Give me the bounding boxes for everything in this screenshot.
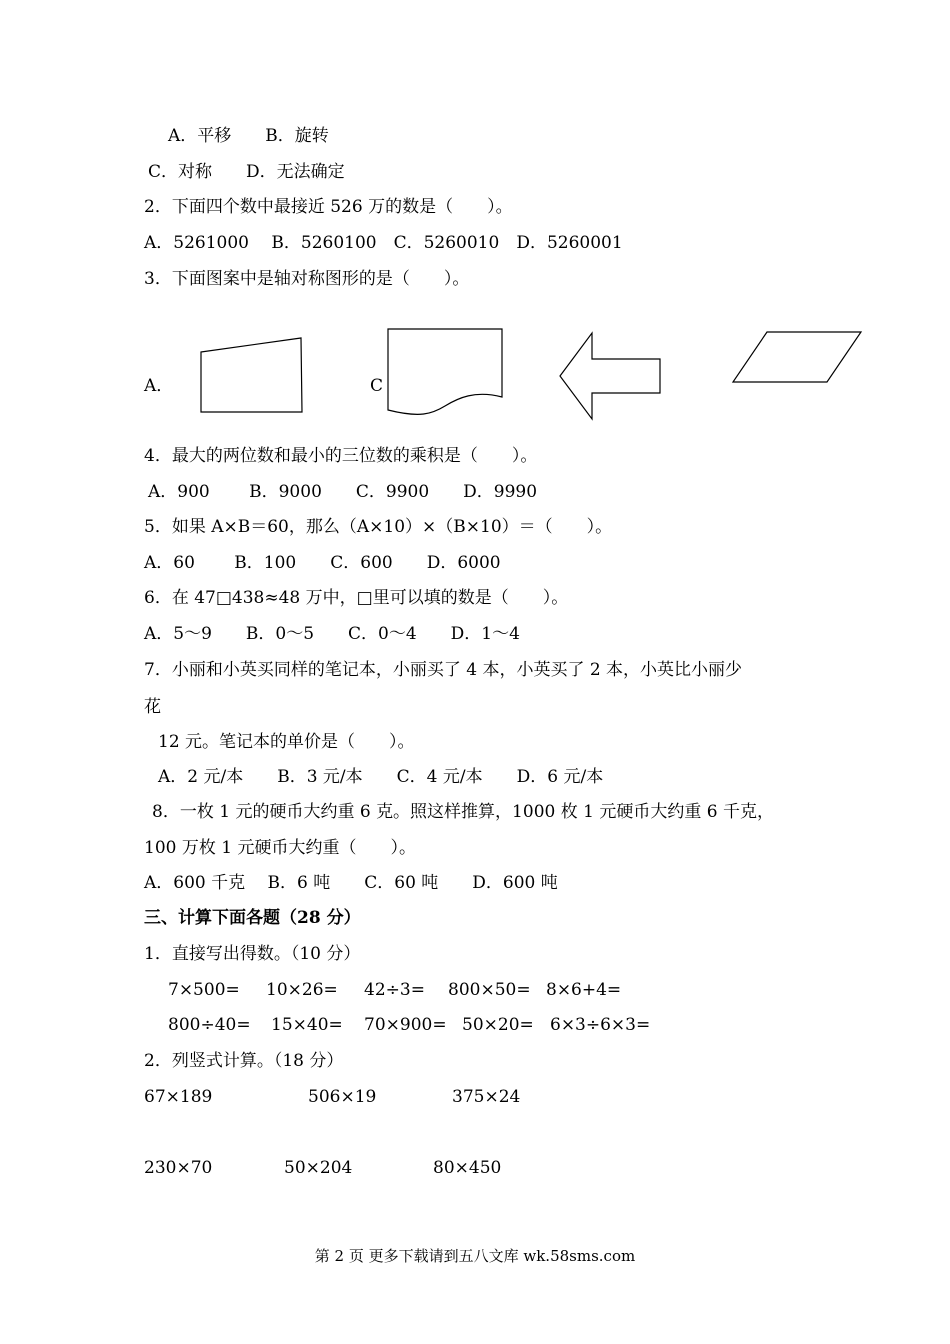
q7-line2: 花	[144, 697, 161, 717]
calc-item: 10×26=	[266, 980, 338, 1000]
vertical-calc-item: 375×24	[452, 1087, 521, 1107]
page-footer: 第 2 页 更多下载请到五八文库 wk.58sms.com	[314, 1247, 636, 1265]
section3-p1-title: 1．直接写出得数。（10 分）	[144, 944, 361, 964]
q7-options: A．2 元/本 B．3 元/本 C．4 元/本 D．6 元/本	[158, 767, 604, 787]
calc-item: 7×500=	[168, 980, 240, 1000]
calc-item: 8×6+4=	[546, 980, 622, 1000]
q6-options: A．5～9 B．0～5 C．0～4 D．1～4	[144, 624, 520, 644]
q1-options-row1: A．平移 B．旋转	[168, 126, 329, 146]
q3-question: 3．下面图案中是轴对称图形的是（ ）。	[144, 269, 470, 289]
vertical-calc-item: 80×450	[433, 1158, 502, 1178]
calc-item: 15×40=	[271, 1015, 343, 1035]
q3-label-c: C	[370, 376, 384, 396]
q8-line2: 100 万枚 1 元硬币大约重（ ）。	[144, 838, 416, 858]
calc-item: 800×50=	[448, 980, 531, 1000]
q2-question: 2．下面四个数中最接近 526 万的数是（ ）。	[144, 197, 513, 217]
q4-question: 4．最大的两位数和最小的三位数的乘积是（ ）。	[144, 446, 538, 466]
vertical-calc-item: 67×189	[144, 1087, 213, 1107]
q5-question: 5．如果 A×B＝60，那么（A×10）×（B×10）＝（ ）。	[144, 517, 613, 537]
q7-line1: 7．小丽和小英买同样的笔记本，小丽买了 4 本，小英买了 2 本，小英比小丽少	[144, 660, 743, 680]
figure-parallelogram	[733, 332, 861, 382]
q3-label-a: A．	[144, 376, 174, 396]
section3-title: 三、计算下面各题（28 分）	[144, 908, 361, 928]
q8-line1: 8．一枚 1 元的硬币大约重 6 克。照这样推算，1000 枚 1 元硬币大约重 6 千克，	[152, 802, 774, 822]
q4-options: A．900 B．9000 C．9900 D．9990	[148, 482, 538, 502]
calc-item: 50×20=	[462, 1015, 534, 1035]
q2-options: A．5261000 B．5260100 C．5260010 D．5260001	[144, 233, 623, 253]
calc-item: 70×900=	[364, 1015, 447, 1035]
vertical-calc-item: 506×19	[308, 1087, 377, 1107]
vertical-calc-item: 50×204	[284, 1158, 353, 1178]
q7-line3: 12 元。笔记本的单价是（ ）。	[158, 732, 415, 752]
calc-item: 800÷40=	[168, 1015, 251, 1035]
calc-item: 42÷3=	[364, 980, 425, 1000]
q5-options: A．60 B．100 C．600 D．6000	[144, 553, 501, 573]
figure-left-arrow	[560, 333, 660, 419]
calc-item: 6×3÷6×3=	[550, 1015, 651, 1035]
vertical-calc-item: 230×70	[144, 1158, 213, 1178]
section3-p2-title: 2．列竖式计算。（18 分）	[144, 1051, 344, 1071]
q1-options-row2: C．对称 D．无法确定	[148, 162, 345, 182]
figure-paper-wave	[388, 329, 502, 414]
q8-options: A．600 千克 B．6 吨 C．60 吨 D．600 吨	[144, 873, 558, 893]
figure-trapezoid	[201, 338, 302, 412]
q6-question: 6．在 47□438≈48 万中，□里可以填的数是（ ）。	[144, 588, 569, 608]
